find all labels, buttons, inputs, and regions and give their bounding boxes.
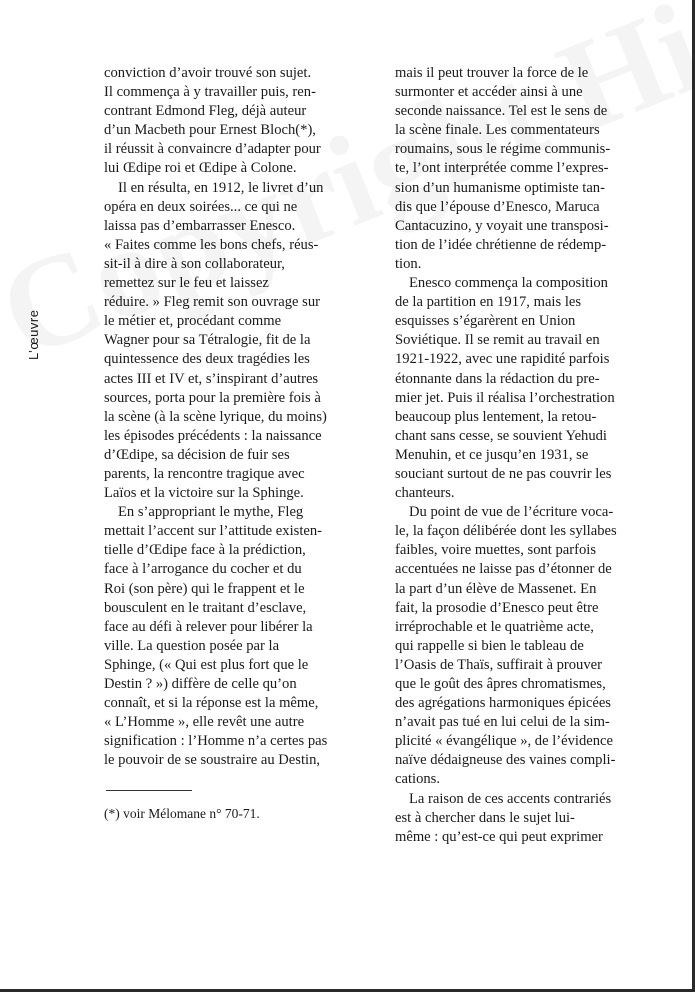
text-line: lui Œdipe roi et Œdipe à Colone. (104, 160, 297, 177)
text-line: bousculent en le traitant d’esclave, (104, 599, 307, 616)
text-line: la scène finale. Les commentateurs (395, 122, 600, 139)
text-line: est à chercher dans le sujet lui- (395, 809, 575, 826)
text-line: le, la façon délibérée dont les syllabes (395, 523, 617, 540)
text-line: parents, la rencontre tragique avec (104, 465, 305, 482)
text-line: sit-il à dire à son collaborateur, (104, 255, 285, 272)
text-line: opéra en deux soirées... ce qui ne (104, 198, 298, 215)
text-line: n’avait pas tué en lui celui de la sim- (395, 714, 610, 731)
text-line: roumains, sous le régime communis- (395, 141, 611, 158)
text-line: Laïos et la victoire sur la Sphinge. (104, 485, 304, 502)
text-line: quintessence des deux tragédies les (104, 351, 310, 368)
text-line: seconde naissance. Tel est le sens de (395, 103, 608, 120)
text-line: tion. (395, 255, 422, 272)
text-line: chanteurs. (395, 485, 455, 502)
section-side-label: L’œuvre (26, 309, 41, 360)
text-line: beaucoup plus lentement, la retou- (395, 408, 597, 425)
text-line: accentuées ne laisse pas d’étonner de (395, 561, 612, 578)
footnote-rule (106, 790, 192, 791)
text-line: connaît, et si la réponse est la même, (104, 695, 319, 712)
text-line: surmonter et accéder ainsi à une (395, 84, 583, 101)
text-line: Wagner pour sa Tétralogie, fit de la (104, 332, 311, 349)
text-line: Destin ? ») diffère de celle qu’on (104, 676, 297, 692)
text-line: réduire. » Fleg remit son ouvrage sur (104, 294, 321, 311)
text-line: ville. La question posée par la (104, 637, 280, 654)
text-line: qui rappelle si bien le tableau de (395, 637, 584, 654)
left-text-column (104, 64, 376, 770)
text-line: sion d’un humanisme optimiste tan- (395, 179, 605, 196)
text-line: dis que l’épouse d’Enesco, Maruca (395, 198, 600, 215)
text-line: contrant Edmond Fleg, déjà auteur (104, 103, 307, 120)
text-line: remettez sur le feu et laissez (104, 275, 269, 292)
text-line: actes III et IV et, s’inspirant d’autres (104, 370, 319, 387)
text-line: signification : l’Homme n’a certes pas (104, 733, 328, 750)
text-line: cations. (395, 771, 440, 788)
text-line: face au défi à relever pour libérer la (104, 618, 313, 635)
footnote: (*) voir Mélomane n° 70-71. (104, 806, 260, 821)
text-line: même : qu’est-ce qui peut exprimer (395, 828, 603, 845)
text-line: esquisses s’égarèrent en Union (395, 313, 576, 330)
text-line: te, l’ont interprétée comme l’expres- (395, 160, 609, 177)
text-line: d’un Macbeth pour Ernest Bloch(*), (104, 122, 316, 139)
text-line: les épisodes précédents : la naissance (104, 427, 322, 444)
text-line: chant sans cesse, se souvient Yehudi (395, 427, 607, 444)
text-line: En s’appropriant le mythe, Fleg (118, 504, 304, 521)
text-line: 1921-1922, avec une rapidité parfois (395, 351, 610, 368)
text-line: des agrégations harmoniques épicées (395, 695, 611, 712)
text-line: le pouvoir de se soustraire au Destin, (104, 752, 321, 769)
text-line: mais il peut trouver la force de le (395, 65, 589, 81)
text-line: de la partition en 1917, mais les (395, 294, 582, 311)
text-line: naïve dédaigneuse des vaines compli- (395, 752, 616, 769)
text-line: la scène (à la scène lyrique, du moins) (104, 408, 327, 425)
text-line: sources, porta pour la première fois à (104, 389, 321, 406)
text-line: mier jet. Puis il réalisa l’orchestration (395, 389, 615, 406)
text-line: plicité « évangélique », de l’évidence (395, 733, 614, 750)
text-line: conviction d’avoir trouvé son sujet. (104, 65, 312, 81)
text-line: faibles, voire muettes, sont parfois (395, 542, 597, 559)
text-line: que le goût des âpres chromatismes, (395, 676, 606, 692)
text-line: Enesco commença la composition (409, 275, 608, 292)
text-line: Cantacuzino, y voyait une transposi- (395, 217, 609, 234)
text-line: laissa pas d’embarrasser Enesco. (104, 217, 296, 234)
text-line: tion de l’idée chrétienne de rédemp- (395, 236, 607, 253)
text-line: mettait l’accent sur l’attitude existen- (104, 523, 323, 540)
text-line: irréprochable et le quatrième acte, (395, 618, 594, 635)
text-line: la part d’un élève de Massenet. En (395, 580, 597, 597)
text-line: il réussit à convaincre d’adapter pour (104, 141, 321, 158)
text-line: tielle d’Œdipe face à la prédiction, (104, 542, 306, 559)
text-line: La raison de ces accents contrariés (409, 790, 612, 807)
right-text-column (395, 64, 671, 847)
text-line: l’Oasis de Thaïs, suffirait à prouver (395, 656, 602, 673)
text-line: étonnante dans la rédaction du pre- (395, 370, 600, 387)
text-line: Il en résulta, en 1912, le livret d’un (118, 179, 324, 196)
text-line: Soviétique. Il se remit au travail en (395, 332, 600, 349)
text-line: souciant surtout de ne pas couvrir les (395, 465, 612, 482)
text-line: « L’Homme », elle revêt une autre (104, 714, 305, 731)
text-line: fait, la prosodie d’Enesco peut être (395, 599, 599, 616)
text-line: Menuhin, et ce jusqu’en 1931, se (395, 446, 589, 463)
text-line: d’Œdipe, sa décision de fuir ses (104, 446, 290, 463)
text-line: face à l’arrogance du cocher et du (104, 561, 302, 578)
text-line: Du point de vue de l’écriture voca- (409, 504, 614, 521)
text-line: Roi (son père) qui le frappent et le (104, 580, 305, 597)
text-line: Sphinge, (« Qui est plus fort que le (104, 656, 309, 673)
text-line: le métier et, procédant comme (104, 313, 282, 330)
text-line: Il commença à y travailler puis, ren- (104, 84, 316, 101)
text-line: « Faites comme les bons chefs, réus- (104, 236, 319, 253)
